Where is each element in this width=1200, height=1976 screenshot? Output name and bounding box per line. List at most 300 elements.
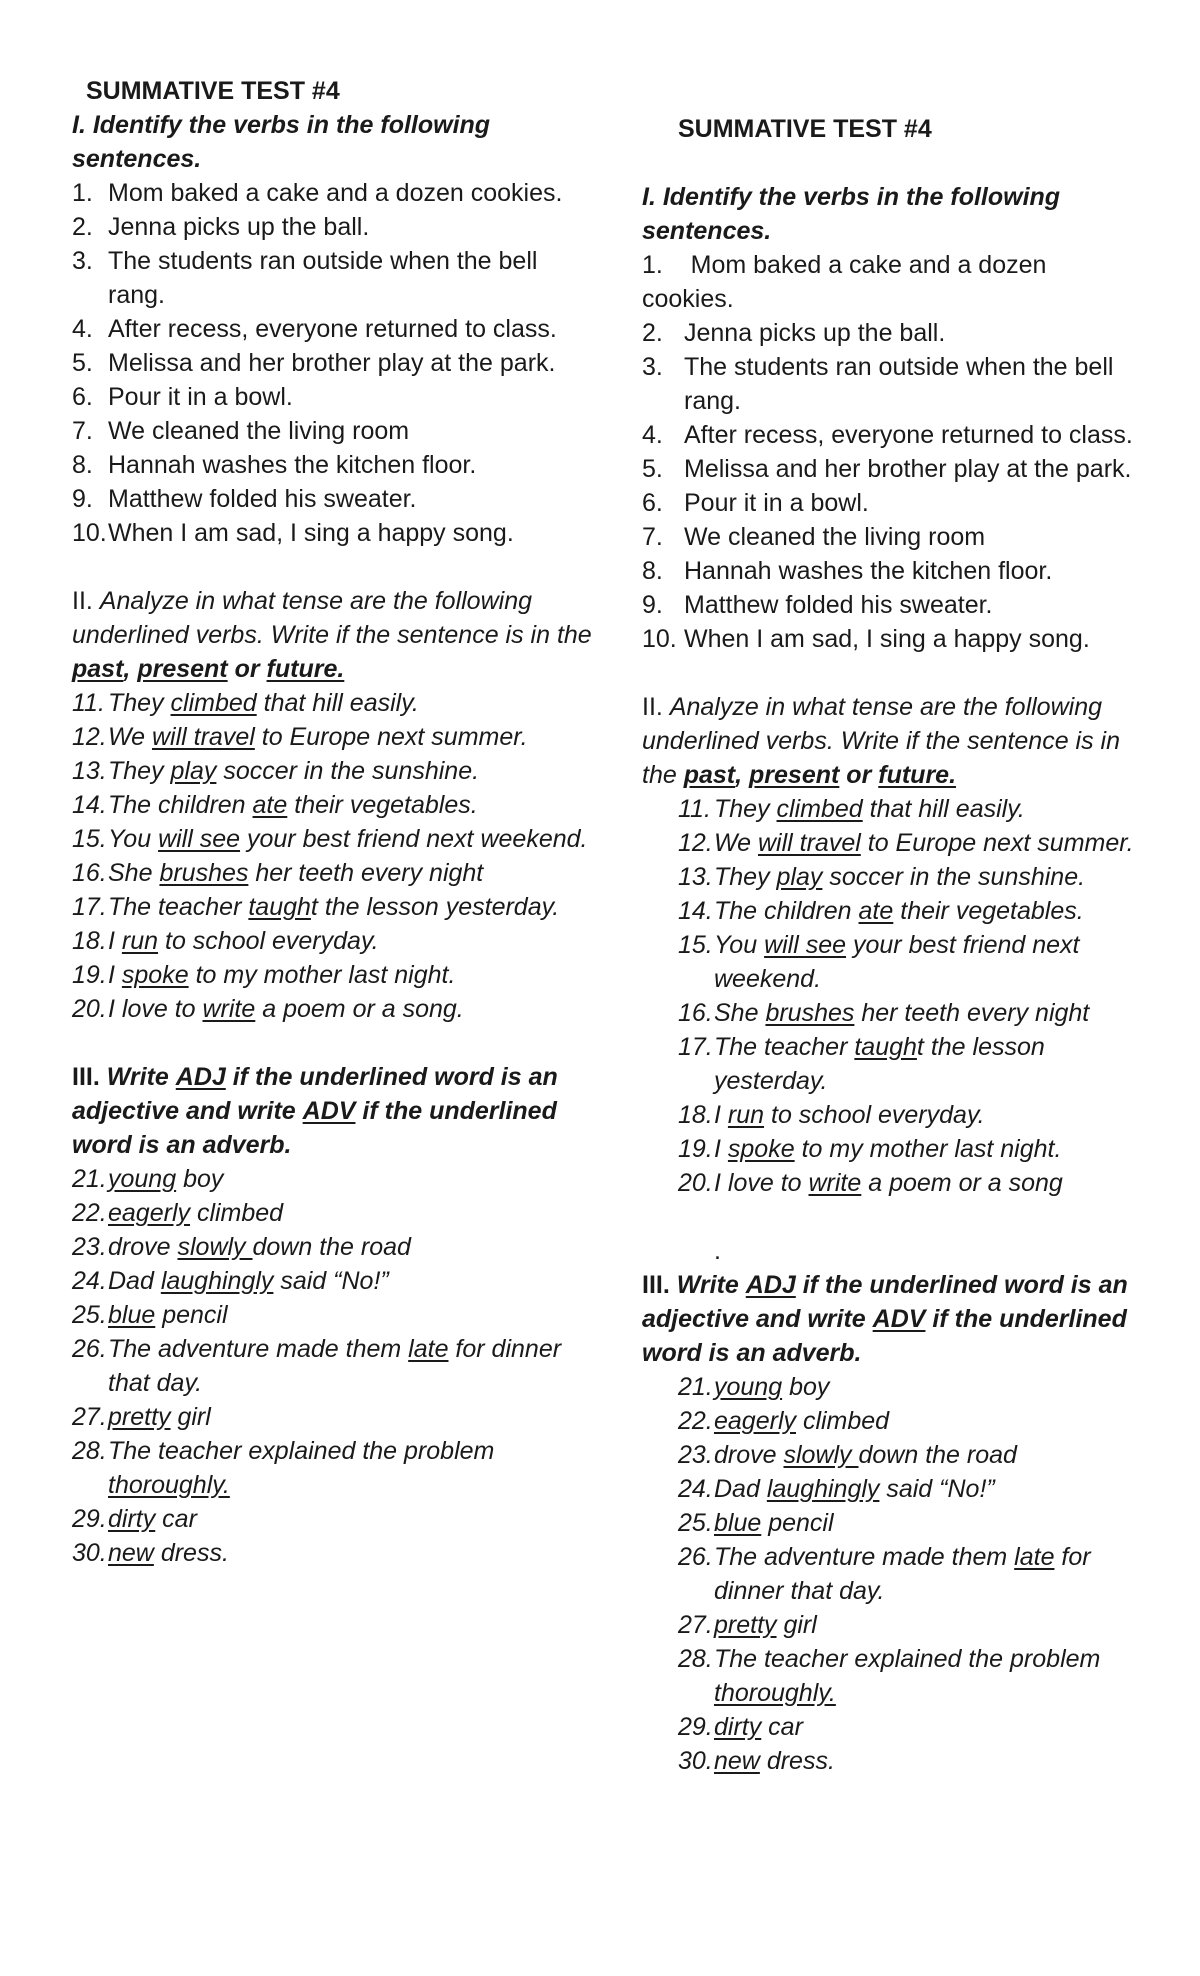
underlined-word: climbed: [170, 689, 257, 717]
item-number: 4.: [642, 421, 663, 449]
underlined-word: young: [108, 1165, 177, 1193]
part3-list: [72, 1162, 592, 1570]
underlined-word: play: [170, 757, 217, 785]
list-item: [72, 992, 592, 1026]
item-text-after: climbed: [796, 1407, 890, 1435]
underlined-word: climbed: [776, 795, 863, 823]
part2-list: [72, 686, 592, 1026]
list-item: [72, 312, 592, 346]
item-number: 9.: [72, 485, 93, 513]
item-number: 20.: [678, 1169, 713, 1197]
item-number: 8.: [642, 557, 663, 585]
item-number: 6.: [642, 489, 663, 517]
item-text: [108, 890, 592, 924]
item-text: [108, 1298, 592, 1332]
item-text-after: boy: [176, 1165, 224, 1193]
item-text: [108, 1434, 592, 1502]
list-item: [642, 1744, 1142, 1778]
underlined-word: will travel: [758, 829, 861, 857]
list-item: [642, 1608, 1142, 1642]
item-number: 8.: [72, 451, 93, 479]
list-item: [72, 1502, 592, 1536]
option-or: or: [846, 761, 872, 789]
stray-period: .: [714, 1237, 721, 1265]
item-text-after: dress.: [153, 1539, 229, 1567]
item-number: 10.: [72, 519, 107, 547]
item-text: The students ran outside when the bell rang.: [108, 247, 538, 309]
item-text-before: I: [714, 1101, 728, 1129]
item-text: [108, 1230, 592, 1264]
list-item: [72, 890, 592, 924]
item-text: Melissa and her brother play at the park.: [108, 349, 556, 377]
part2-instructions: [72, 584, 592, 686]
item-text-before: They: [714, 795, 777, 823]
item-text: When I am sad, I sing a happy song.: [684, 625, 1090, 653]
item-number: 21.: [678, 1373, 713, 1401]
item-text: [108, 924, 592, 958]
underlined-word: late: [408, 1335, 449, 1363]
part1-list: [642, 316, 1142, 656]
list-item: [72, 414, 592, 448]
item-number: 29.: [72, 1505, 107, 1533]
item-text-after: girl: [776, 1611, 817, 1639]
item-text-after: to school everyday.: [764, 1101, 985, 1129]
underlined-word: write: [808, 1169, 862, 1197]
adj-label: ADJ: [175, 1063, 226, 1091]
item-text-before: They: [108, 689, 171, 717]
underlined-word: play: [776, 863, 823, 891]
item-text: [108, 788, 592, 822]
adj-label: ADJ: [745, 1271, 796, 1299]
item-text-after: t the lesson yesterday.: [310, 893, 560, 921]
item-text: [714, 1744, 1142, 1778]
item-text: [714, 928, 1142, 996]
item-number: 18.: [678, 1101, 713, 1129]
part3-text-a: Write: [106, 1063, 169, 1091]
item-text-after: to my mother last night.: [188, 961, 456, 989]
underlined-word: new: [714, 1747, 760, 1775]
item-text: Hannah washes the kitchen floor.: [108, 451, 477, 479]
item-text-after: t the lesson yesterday.: [714, 1033, 1045, 1095]
item-text: We cleaned the living room: [108, 417, 410, 445]
item-text-before: drove: [714, 1441, 784, 1469]
item-text-before: The teacher: [714, 1033, 855, 1061]
item-text: [714, 1710, 1142, 1744]
option-past: past: [683, 761, 736, 789]
item-text: [108, 754, 592, 788]
item-text: [714, 1166, 1142, 1200]
item-text-before: Dad: [714, 1475, 767, 1503]
list-item: [642, 1132, 1142, 1166]
underlined-word: dirty: [714, 1713, 762, 1741]
item-text: After recess, everyone returned to class.: [108, 315, 557, 343]
part1-list: [72, 176, 592, 550]
underlined-word: blue: [108, 1301, 156, 1329]
part3-text-a: Write: [676, 1271, 739, 1299]
underlined-word: spoke: [121, 961, 189, 989]
option-present: present: [749, 761, 840, 789]
item-number: 12.: [678, 829, 713, 857]
underlined-word: ate: [252, 791, 288, 819]
list-item: [72, 1162, 592, 1196]
item-number: 16.: [678, 999, 713, 1027]
item-text-before: She: [108, 859, 160, 887]
item-number: 17.: [72, 893, 107, 921]
list-item: [72, 822, 592, 856]
underlined-word: pretty: [714, 1611, 777, 1639]
list-item: [72, 482, 592, 516]
list-item: [642, 860, 1142, 894]
part2-instruction-text: Analyze in what tense are the following underlined verbs. Write if the sentence is in the: [642, 693, 1121, 789]
item-number: 25.: [678, 1509, 713, 1537]
item-text: [714, 894, 1142, 928]
item-text-after: their vegetables.: [893, 897, 1084, 925]
option-separator: ,: [735, 761, 743, 789]
list-item: [642, 316, 1142, 350]
item-text-before: I: [108, 927, 122, 955]
item-number: 26.: [72, 1335, 107, 1363]
item-number: 7.: [72, 417, 93, 445]
item-text: [714, 1370, 1142, 1404]
list-item: [642, 350, 1142, 418]
item-text: [714, 1132, 1142, 1166]
list-item: [642, 1098, 1142, 1132]
item-text-before: You: [108, 825, 159, 853]
list-item: [642, 1030, 1142, 1098]
list-item: [72, 1400, 592, 1434]
item-text: When I am sad, I sing a happy song.: [108, 519, 514, 547]
part3-roman: III.: [642, 1271, 670, 1299]
list-item: [72, 686, 592, 720]
list-item: [642, 996, 1142, 1030]
underlined-word: slowly: [177, 1233, 253, 1261]
list-item: [72, 380, 592, 414]
item-text: [108, 1196, 592, 1230]
part2-list: [642, 792, 1142, 1200]
adv-label: ADV: [872, 1305, 926, 1333]
item-text: Hannah washes the kitchen floor.: [684, 557, 1053, 585]
list-item: [642, 1472, 1142, 1506]
part2-roman: II.: [72, 587, 93, 615]
item-text-before: We: [714, 829, 758, 857]
part3-text-c: if the underlined word is an adverb.: [642, 1305, 1127, 1367]
item-text-before: The teacher: [108, 893, 249, 921]
item-text: [108, 1332, 592, 1400]
item-text: [714, 1642, 1142, 1710]
part3-text-b: if the underlined word is an adjective and write: [72, 1063, 558, 1125]
item-number: 15.: [678, 931, 713, 959]
item-number: 20.: [72, 995, 107, 1023]
item-number: 14.: [678, 897, 713, 925]
item-text-after: girl: [170, 1403, 211, 1431]
item-text: Melissa and her brother play at the park.: [684, 455, 1132, 483]
part2-roman: II.: [642, 693, 663, 721]
item-number: 22.: [678, 1407, 713, 1435]
item-number: 28.: [678, 1645, 713, 1673]
list-item: [642, 452, 1142, 486]
item-number: 18.: [72, 927, 107, 955]
right-test-column: [642, 112, 1142, 1778]
underlined-word: slowly: [783, 1441, 859, 1469]
item-text: [108, 1162, 592, 1196]
underlined-word: taugh: [248, 893, 311, 921]
underlined-word: laughingly: [160, 1267, 274, 1295]
item-text-after: a poem or a song: [861, 1169, 1063, 1197]
list-item: [642, 826, 1142, 860]
list-item: [642, 554, 1142, 588]
list-item: [642, 1438, 1142, 1472]
item-number: 14.: [72, 791, 107, 819]
underlined-word: ate: [858, 897, 894, 925]
underlined-word: run: [121, 927, 159, 955]
item-text: [108, 1400, 592, 1434]
item-number: 26.: [678, 1543, 713, 1571]
item-text-after: to my mother last night.: [794, 1135, 1062, 1163]
item-number: 22.: [72, 1199, 107, 1227]
item-number: 9.: [642, 591, 663, 619]
item-text: [108, 958, 592, 992]
item-text-before: We: [108, 723, 152, 751]
option-past: past: [72, 655, 124, 683]
underlined-word: dirty: [108, 1505, 156, 1533]
item-number: 11.: [678, 795, 711, 823]
item-text-before: You: [714, 931, 765, 959]
list-item: [642, 1370, 1142, 1404]
item-text-after: her teeth every night: [248, 859, 484, 887]
part2-instruction-text: Analyze in what tense are the following underlined verbs. Write if the sentence is in the: [72, 587, 592, 649]
list-item: [72, 346, 592, 380]
item-text: The students ran outside when the bell rang.: [684, 353, 1114, 415]
part1-heading: I. Identify the verbs in the following sentences.: [642, 183, 1061, 245]
test-title: SUMMATIVE TEST #4: [678, 115, 932, 143]
list-item: [72, 754, 592, 788]
item-number: 10.: [642, 625, 677, 653]
test-title: SUMMATIVE TEST #4: [86, 77, 340, 105]
item-text-after: to Europe next summer.: [860, 829, 1134, 857]
list-item: [72, 856, 592, 890]
item-text-before: The adventure made them: [714, 1543, 1015, 1571]
option-future: future.: [266, 655, 345, 683]
list-item: [72, 244, 592, 312]
item-text-before: The teacher explained the problem: [108, 1437, 495, 1465]
item-text: [108, 992, 592, 1026]
underlined-word: new: [108, 1539, 154, 1567]
item-text-after: to school everyday.: [158, 927, 379, 955]
list-item: [642, 1404, 1142, 1438]
item-text-before: drove: [108, 1233, 178, 1261]
list-item: [72, 1196, 592, 1230]
item-text-before: I: [108, 961, 122, 989]
item-text-after: a poem or a song.: [255, 995, 464, 1023]
item-text: Mom baked a cake and a dozen cookies.: [108, 179, 563, 207]
item-text: [108, 720, 592, 754]
item-text: [714, 1506, 1142, 1540]
item-text: We cleaned the living room: [684, 523, 986, 551]
underlined-word: brushes: [159, 859, 249, 887]
list-item: [642, 622, 1142, 656]
item-number: 2.: [72, 213, 93, 241]
item-text: [108, 1264, 592, 1298]
item-text-after: dress.: [759, 1747, 835, 1775]
underlined-word: run: [727, 1101, 765, 1129]
list-item: [642, 894, 1142, 928]
item-number: 5.: [72, 349, 93, 377]
list-item: [642, 792, 1142, 826]
item-text: [108, 822, 592, 856]
item-text-after: that hill easily.: [256, 689, 419, 717]
item-number: 29.: [678, 1713, 713, 1741]
list-item: [642, 486, 1142, 520]
part3-text-c: if the underlined word is an adverb.: [72, 1097, 557, 1159]
item-text-before: She: [714, 999, 766, 1027]
item-text-after: car: [155, 1505, 197, 1533]
item-text-after: your best friend next weekend.: [240, 825, 588, 853]
item-text: [714, 1404, 1142, 1438]
item-number: 30.: [72, 1539, 107, 1567]
item-text-after: soccer in the sunshine.: [822, 863, 1086, 891]
item-text-after: down the road: [252, 1233, 411, 1261]
underlined-word: will see: [158, 825, 241, 853]
list-item: [72, 1434, 592, 1502]
list-item: [72, 1264, 592, 1298]
item-number: 19.: [678, 1135, 713, 1163]
item-text-after: down the road: [858, 1441, 1017, 1469]
item-number: 2.: [642, 319, 663, 347]
underlined-word: taugh: [854, 1033, 917, 1061]
item-text-after: to Europe next summer.: [254, 723, 528, 751]
list-item: [72, 1230, 592, 1264]
item-text-after: car: [761, 1713, 803, 1741]
item-text-before: I: [714, 1135, 728, 1163]
option-future: future.: [878, 761, 957, 789]
list-item: [642, 1642, 1142, 1710]
item-number: 13.: [678, 863, 713, 891]
underlined-word: thoroughly.: [714, 1679, 836, 1707]
left-test-column: [72, 74, 592, 1570]
item-text: Pour it in a bowl.: [684, 489, 869, 517]
underlined-word: blue: [714, 1509, 762, 1537]
list-item: [642, 418, 1142, 452]
part3-text-b: if the underlined word is an adjective and write: [642, 1271, 1128, 1333]
item-text: [714, 1098, 1142, 1132]
underlined-word: write: [202, 995, 256, 1023]
item-number: 5.: [642, 455, 663, 483]
item-number: 7.: [642, 523, 663, 551]
item-text: Jenna picks up the ball.: [684, 319, 946, 347]
part2-instructions: [642, 690, 1142, 792]
underlined-word: eagerly: [714, 1407, 796, 1435]
item-number: 17.: [678, 1033, 713, 1061]
underlined-word: thoroughly.: [108, 1471, 230, 1499]
item-number: 13.: [72, 757, 107, 785]
item-text-after: for dinner that day.: [714, 1543, 1091, 1605]
item-text: [714, 1608, 1142, 1642]
item-text: [714, 826, 1142, 860]
item-text: [108, 1502, 592, 1536]
item-number: 4.: [72, 315, 93, 343]
list-item: [642, 1506, 1142, 1540]
item-text-before: They: [714, 863, 777, 891]
item-text-before: I love to: [714, 1169, 809, 1197]
list-item: [72, 924, 592, 958]
item-text: [108, 856, 592, 890]
item-text-before: The children: [714, 897, 859, 925]
item-text-after: pencil: [761, 1509, 834, 1537]
item-text-after: soccer in the sunshine.: [216, 757, 480, 785]
item-text: After recess, everyone returned to class.: [684, 421, 1133, 449]
item-text: [714, 860, 1142, 894]
item-text: [714, 1472, 1142, 1506]
underlined-word: pretty: [108, 1403, 171, 1431]
underlined-word: will see: [764, 931, 847, 959]
list-item: [642, 1540, 1142, 1608]
item-number: 25.: [72, 1301, 107, 1329]
list-item: [72, 720, 592, 754]
item-number: 16.: [72, 859, 107, 887]
item-number: 23.: [72, 1233, 107, 1261]
underlined-word: brushes: [765, 999, 855, 1027]
option-separator: ,: [123, 655, 131, 683]
item-number: 6.: [72, 383, 93, 411]
item-number: 19.: [72, 961, 107, 989]
item-text: [714, 1438, 1142, 1472]
item-number: 27.: [678, 1611, 713, 1639]
item-number: 28.: [72, 1437, 107, 1465]
list-item: [72, 210, 592, 244]
item-text-after: said “No!”: [273, 1267, 389, 1295]
list-item: [72, 1536, 592, 1570]
list-item: [72, 516, 592, 550]
item-text-before: Dad: [108, 1267, 161, 1295]
item-number: 12.: [72, 723, 107, 751]
item-text: Jenna picks up the ball.: [108, 213, 370, 241]
item-text: [108, 1536, 592, 1570]
list-item: [72, 448, 592, 482]
item-text-after: that hill easily.: [862, 795, 1025, 823]
item-number: 1.: [72, 179, 93, 207]
underlined-word: spoke: [727, 1135, 795, 1163]
list-item: [72, 1298, 592, 1332]
list-item: [642, 928, 1142, 996]
item-text-before: I love to: [108, 995, 203, 1023]
item-text: [714, 792, 1142, 826]
list-item: [642, 520, 1142, 554]
underlined-word: eagerly: [108, 1199, 190, 1227]
item-text: Pour it in a bowl.: [108, 383, 293, 411]
part3-instructions: [72, 1060, 592, 1162]
part3-instructions: [642, 1268, 1142, 1370]
item-text-before: They: [108, 757, 171, 785]
list-item: [642, 1710, 1142, 1744]
part3-roman: III.: [72, 1063, 100, 1091]
item-text: [714, 1540, 1142, 1608]
item-text-before: The adventure made them: [108, 1335, 409, 1363]
underlined-word: late: [1014, 1543, 1055, 1571]
item-text-after: climbed: [190, 1199, 284, 1227]
item-text-after: pencil: [155, 1301, 228, 1329]
list-item: [642, 588, 1142, 622]
item-text: [714, 996, 1142, 1030]
item-text-after: boy: [782, 1373, 830, 1401]
item-number: 24.: [72, 1267, 107, 1295]
underlined-word: young: [714, 1373, 783, 1401]
item-text-before: The teacher explained the problem: [714, 1645, 1101, 1673]
part1-first-item: 1. Mom baked a cake and a dozen cookies.: [642, 251, 1054, 313]
underlined-word: will travel: [152, 723, 255, 751]
item-number: 3.: [642, 353, 663, 381]
adv-label: ADV: [302, 1097, 356, 1125]
list-item: [72, 788, 592, 822]
